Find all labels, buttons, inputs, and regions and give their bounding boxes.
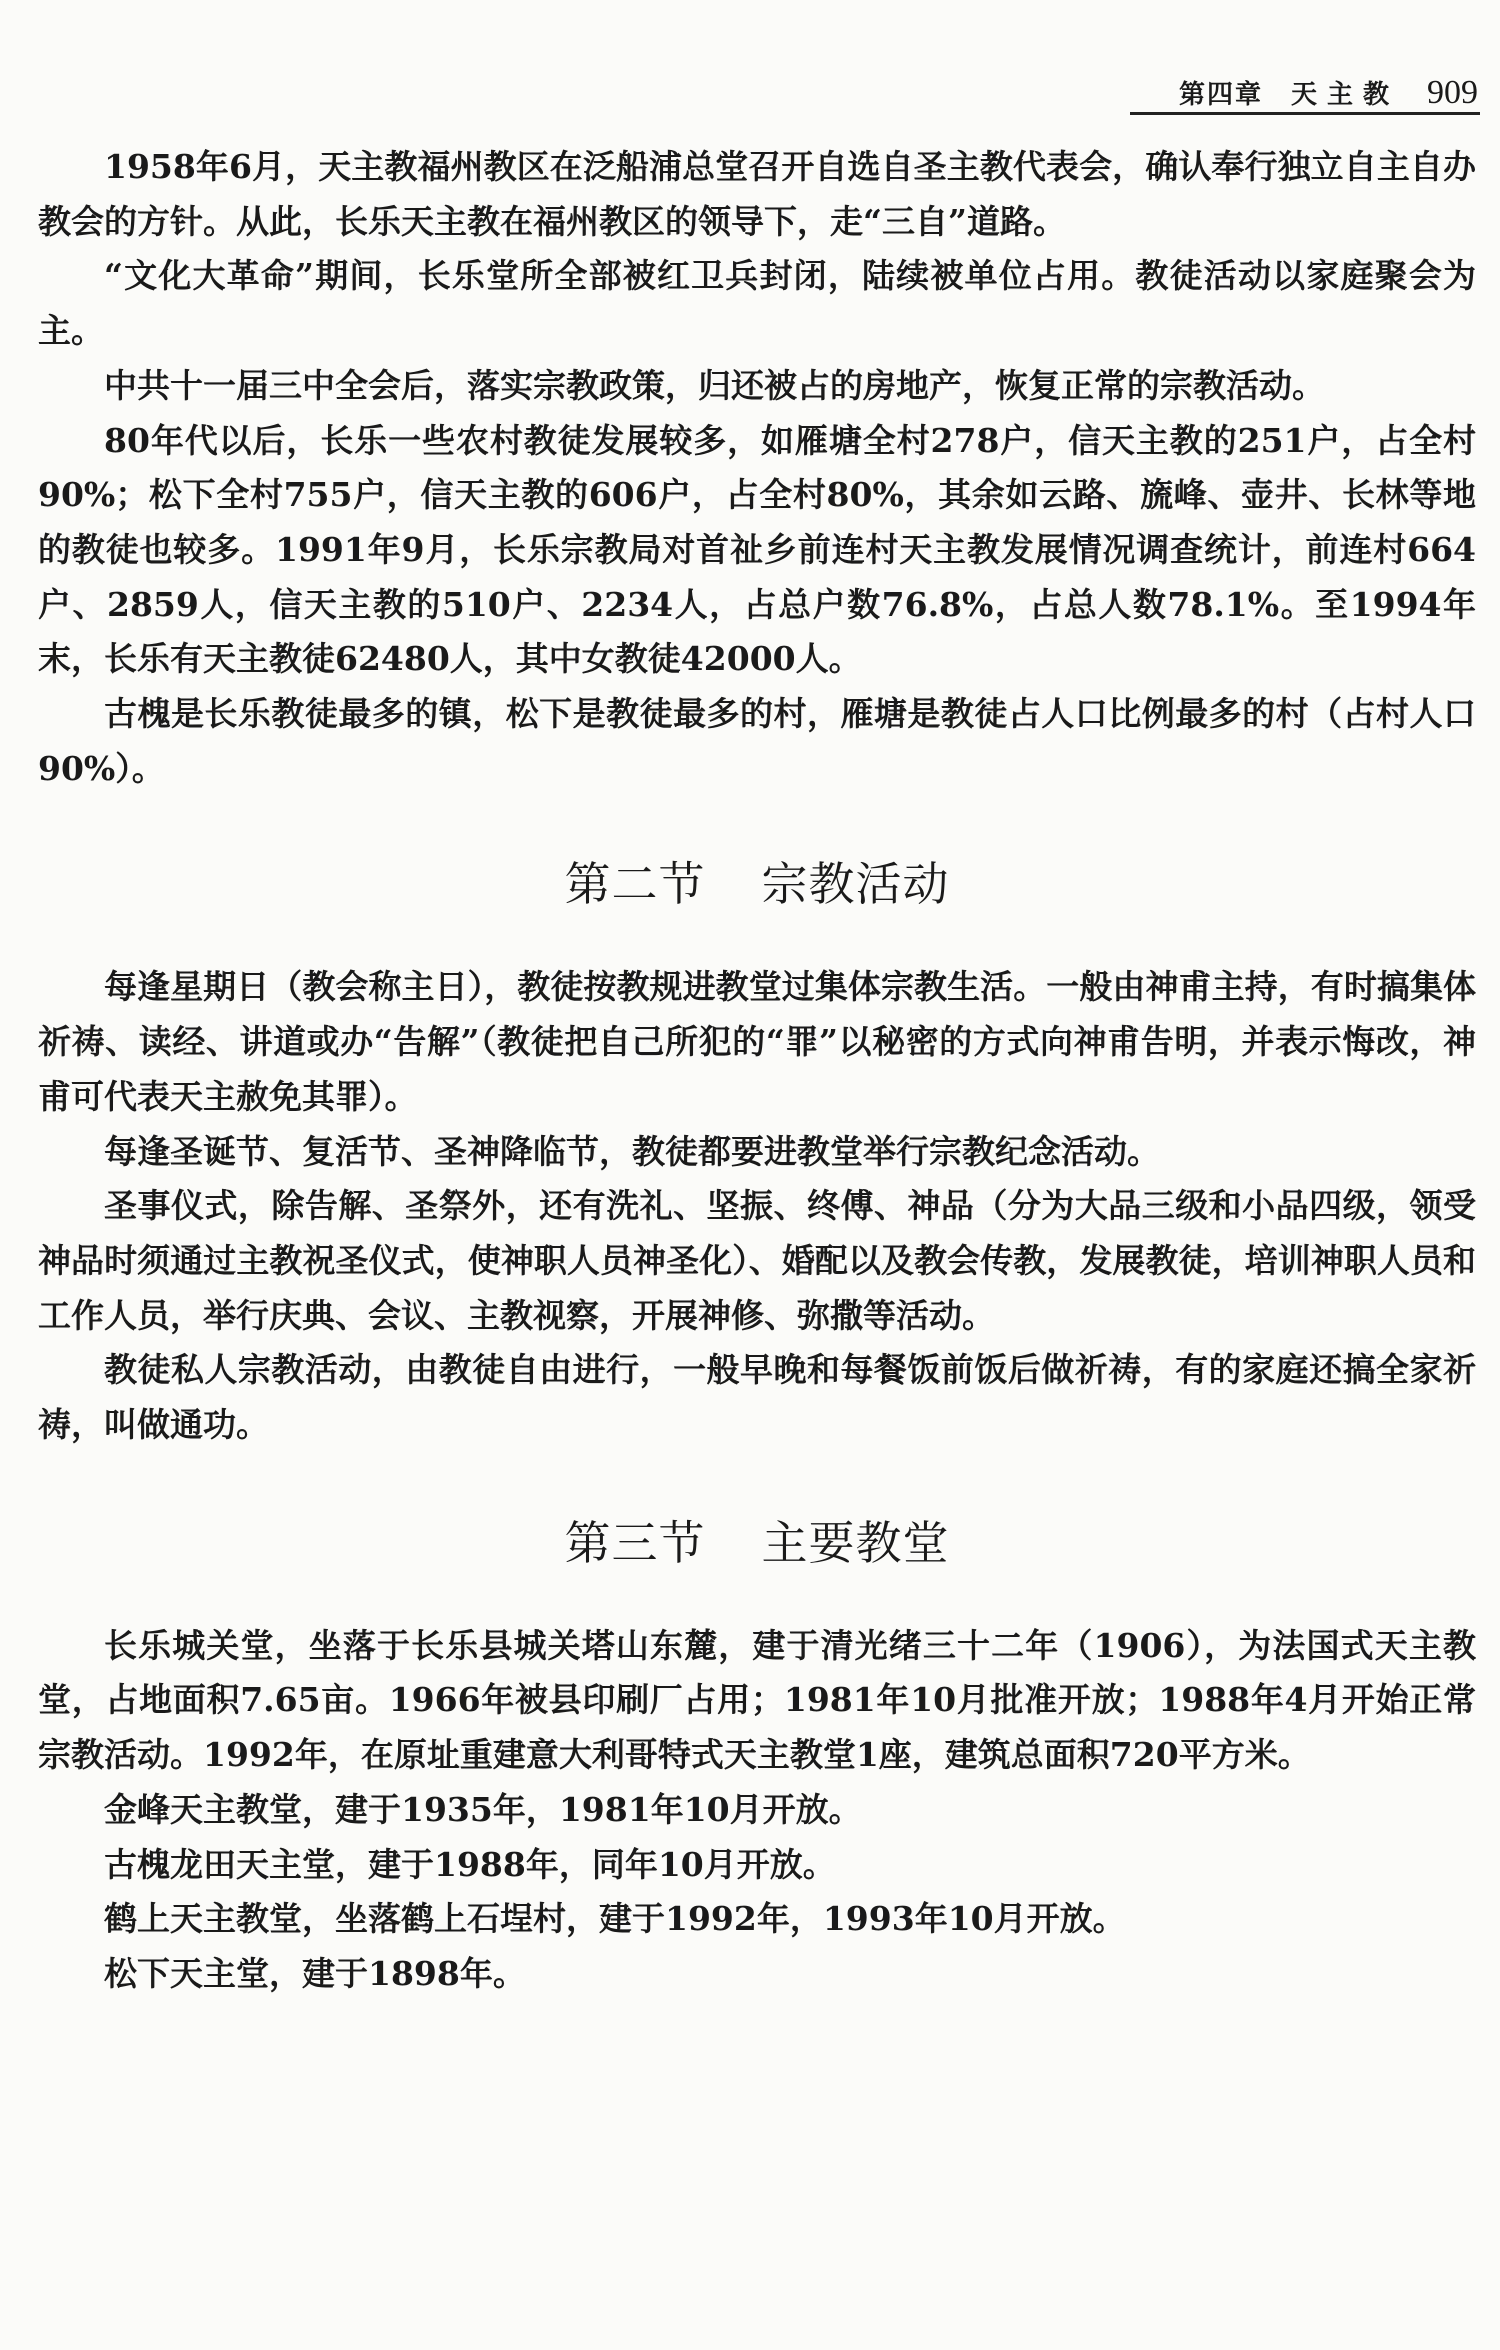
paragraph: “文化大革命”期间，长乐堂所全部被红卫兵封闭，陆续被单位占用。教徒活动以家庭聚会为主。 bbox=[38, 256, 1476, 351]
section-heading bbox=[38, 1507, 1476, 1573]
paragraph: 圣事仪式，除告解、圣祭外，还有洗礼、坚振、终傅、神品（分为大品三级和小品四级，领受神品时须通过主教祝圣仪式，使神职人员神圣化）、婚配以及教会传教，发展教徒，培训神职人员和工作人员，举行庆典、会议、主教视察，开展神修、弥撒等活动。 bbox=[38, 1186, 1476, 1335]
chapter-title: 天主教 bbox=[1290, 80, 1399, 110]
paragraph: 80年代以后，长乐一些农村教徒发展较多，如雁塘全村278户，信天主教的251户，占全村90%；松下全村755户，信天主教的606户，占全村80%，其余如云路、旒峰、壶井、长林等地的教徒也较多。1991年9月，长乐宗教局对首祉乡前连村天主教发展情况调查统计，前连村664户、2859人，信天主教的510户、2234人，占总户数76.8%，占总人数78.1%。至1994年末，长乐有天主教徒62480人，其中女教徒42000人。 bbox=[38, 420, 1476, 679]
paragraph: 古槐是长乐教徒最多的镇，松下是教徒最多的村，雁塘是教徒占人口比例最多的村（占村人口90%）。 bbox=[38, 694, 1476, 788]
section-number: 第二节 bbox=[564, 857, 706, 912]
paragraph: 每逢星期日（教会称主日），教徒按教规进教堂过集体宗教生活。一般由神甫主持，有时搞集体祈祷、读经、讲道或办“告解”（教徒把自己所犯的“罪”以秘密的方式向神甫告明，并表示悔改，神甫可代表天主赦免其罪）。 bbox=[38, 967, 1476, 1116]
page-number: 909 bbox=[1427, 74, 1478, 111]
paragraph: 中共十一届三中全会后，落实宗教政策，归还被占的房地产，恢复正常的宗教活动。 bbox=[104, 365, 1325, 405]
paragraph: 长乐城关堂，坐落于长乐县城关塔山东麓，建于清光绪三十二年（1906），为法国式天主教堂，占地面积7.65亩。1966年被县印刷厂占用；1981年10月批准开放；1988年4月开始正常宗教活动。1992年，在原址重建意大利哥特式天主教堂1座，建筑总面积720平方米。 bbox=[38, 1625, 1476, 1775]
paragraph: 教徒私人宗教活动，由教徒自由进行，一般早晚和每餐饭前饭后做祈祷，有的家庭还搞全家祈祷，叫做通功。 bbox=[38, 1350, 1476, 1445]
paragraph: 1958年6月，天主教福州教区在泛船浦总堂召开自选自圣主教代表会，确认奉行独立自主自办教会的方针。从此，长乐天主教在福州教区的领导下，走“三自”道路。 bbox=[38, 147, 1476, 241]
paragraph: 金峰天主教堂，建于1935年，1981年10月开放。 bbox=[104, 1789, 862, 1829]
paragraph: 每逢圣诞节、复活节、圣神降临节，教徒都要进教堂举行宗教纪念活动。 bbox=[104, 1131, 1160, 1171]
paragraph: 古槐龙田天主堂，建于1988年，同年10月开放。 bbox=[104, 1844, 836, 1884]
page-body bbox=[38, 140, 1476, 2002]
paragraph: 鹤上天主教堂，坐落鹤上石埕村，建于1992年，1993年10月开放。 bbox=[104, 1899, 1126, 1939]
section-title: 宗教活动 bbox=[761, 857, 950, 912]
section-title: 主要教堂 bbox=[761, 1515, 950, 1570]
running-header bbox=[1179, 74, 1478, 112]
paragraph: 松下天主堂，建于1898年。 bbox=[104, 1953, 526, 1993]
header-rule bbox=[1130, 112, 1480, 115]
chapter-label: 第四章 bbox=[1178, 80, 1263, 110]
section-number: 第三节 bbox=[564, 1515, 706, 1570]
section-heading bbox=[38, 848, 1476, 914]
